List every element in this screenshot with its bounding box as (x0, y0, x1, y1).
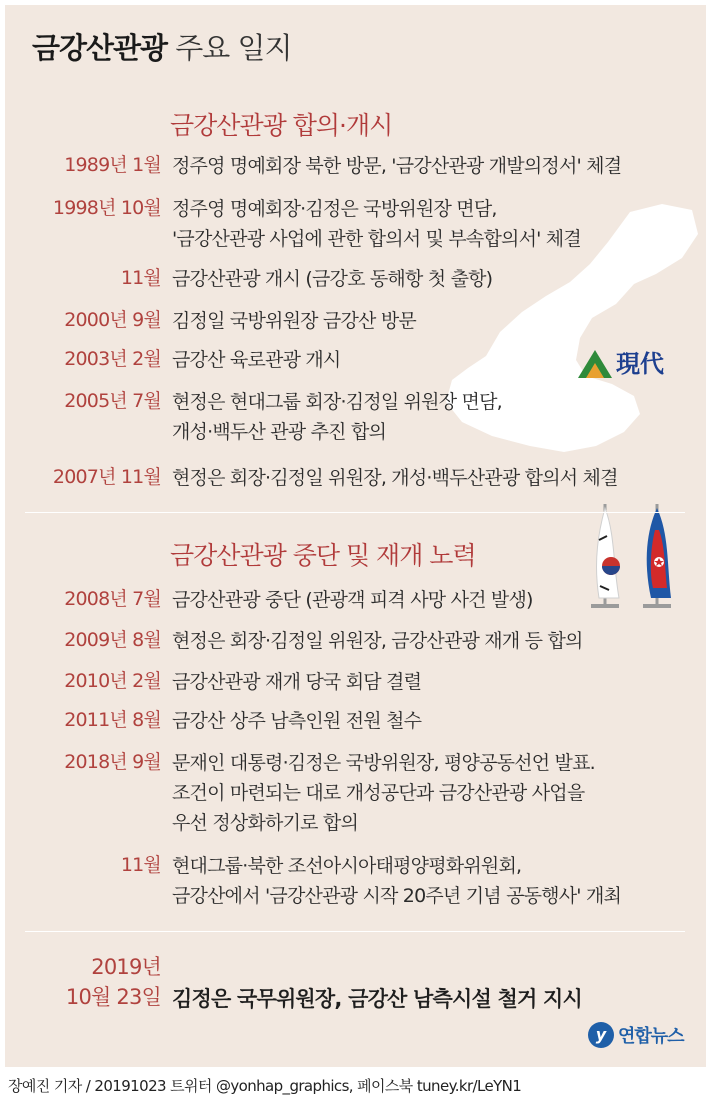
event-description (172, 345, 340, 375)
credit-footer: 장예진 기자 / 20191023 트위터 @yonhap_graphics, 페이스북 tuney.kr/LeYN1 (8, 1077, 522, 1095)
highlight-date-year: 2019년 (91, 955, 161, 979)
event-date: 2008년 7월 (64, 588, 161, 610)
yonhap-logo-text: 연합뉴스 (618, 1026, 684, 1047)
hyundai-logo (576, 344, 691, 380)
event-line: 문재인 대통령·김정은 국방위원장, 평양공동선언 발표. (172, 752, 595, 774)
yonhap-mark-icon: y (588, 1022, 614, 1048)
event-description (172, 706, 421, 736)
event-date: 2010년 2월 (64, 670, 161, 692)
event-description (172, 626, 583, 656)
event-description (172, 151, 621, 181)
yonhap-logo (588, 1022, 684, 1048)
event-date: 2003년 2월 (64, 348, 161, 370)
event-description (172, 463, 618, 493)
event-line: 개성·백두산 관광 추진 합의 (172, 421, 387, 443)
event-date: 1998년 10월 (52, 197, 161, 219)
event-line: 우선 정상화하기로 합의 (172, 812, 359, 834)
event-line: 현정은 회장·김정일 위원장, 금강산관광 재개 등 합의 (172, 630, 583, 652)
event-line: 조건이 마련되는 대로 개성공단과 금강산관광 사업을 (172, 782, 585, 804)
event-description (172, 748, 595, 838)
event-description (172, 667, 421, 697)
event-date: 11월 (120, 267, 161, 289)
event-date: 2018년 9월 (64, 751, 161, 773)
event-line: 정주영 명예회장·김정은 국방위원장 면담, (172, 198, 497, 220)
title-rest: 주요 일지 (175, 31, 292, 65)
event-line: 금강산 상주 남측인원 전원 철수 (172, 710, 422, 732)
event-line: 정주영 명예회장 북한 방문, '금강산관광 개발의정서' 체결 (172, 155, 622, 177)
event-line: 금강산관광 중단 (관광객 피격 사망 사건 발생) (172, 589, 533, 611)
event-line: 현정은 회장·김정일 위원장, 개성·백두산관광 합의서 체결 (172, 467, 618, 489)
flags-icon (585, 500, 680, 612)
event-description (172, 387, 502, 447)
event-line: 금강산관광 개시 (금강호 동해항 첫 출항) (172, 268, 493, 290)
event-description (172, 306, 416, 336)
event-line: 금강산관광 재개 당국 회담 결렬 (172, 671, 422, 693)
section-heading-suspension: 금강산관광 중단 및 재개 노력 (170, 541, 476, 570)
highlight-text: 김정은 국무위원장, 금강산 남측시설 철거 지시 (172, 987, 582, 1011)
event-description (172, 585, 533, 615)
highlight-date-day: 10월 23일 (65, 985, 161, 1009)
event-date: 2005년 7월 (64, 390, 161, 412)
section-heading-agreement: 금강산관광 합의·개시 (170, 111, 393, 140)
event-line: 금강산 육로관광 개시 (172, 349, 341, 371)
event-date: 2009년 8월 (64, 629, 161, 651)
event-description (172, 851, 621, 911)
event-description (172, 264, 492, 294)
hyundai-logo-text: 現代 (616, 349, 664, 378)
page-title (32, 26, 292, 67)
event-line: 김정일 국방위원장 금강산 방문 (172, 310, 416, 332)
event-description (172, 194, 581, 254)
section-divider (25, 512, 685, 513)
event-line: 현대그룹·북한 조선아시아태평양평화위원회, (172, 855, 522, 877)
event-line: 금강산에서 '금강산관광 시작 20주년 기념 공동행사' 개최 (172, 885, 622, 907)
event-date: 2007년 11월 (52, 466, 161, 488)
event-date: 11월 (120, 854, 161, 876)
event-line: '금강산관광 사업에 관한 합의서 및 부속합의서' 체결 (172, 228, 581, 250)
event-date: 2000년 9월 (64, 309, 161, 331)
section-divider (25, 931, 685, 932)
event-date: 1989년 1월 (64, 154, 161, 176)
title-bold: 금강산관광 (32, 31, 168, 65)
event-date: 2011년 8월 (64, 709, 161, 731)
event-line: 현정은 현대그룹 회장·김정일 위원장 면담, (172, 391, 502, 413)
